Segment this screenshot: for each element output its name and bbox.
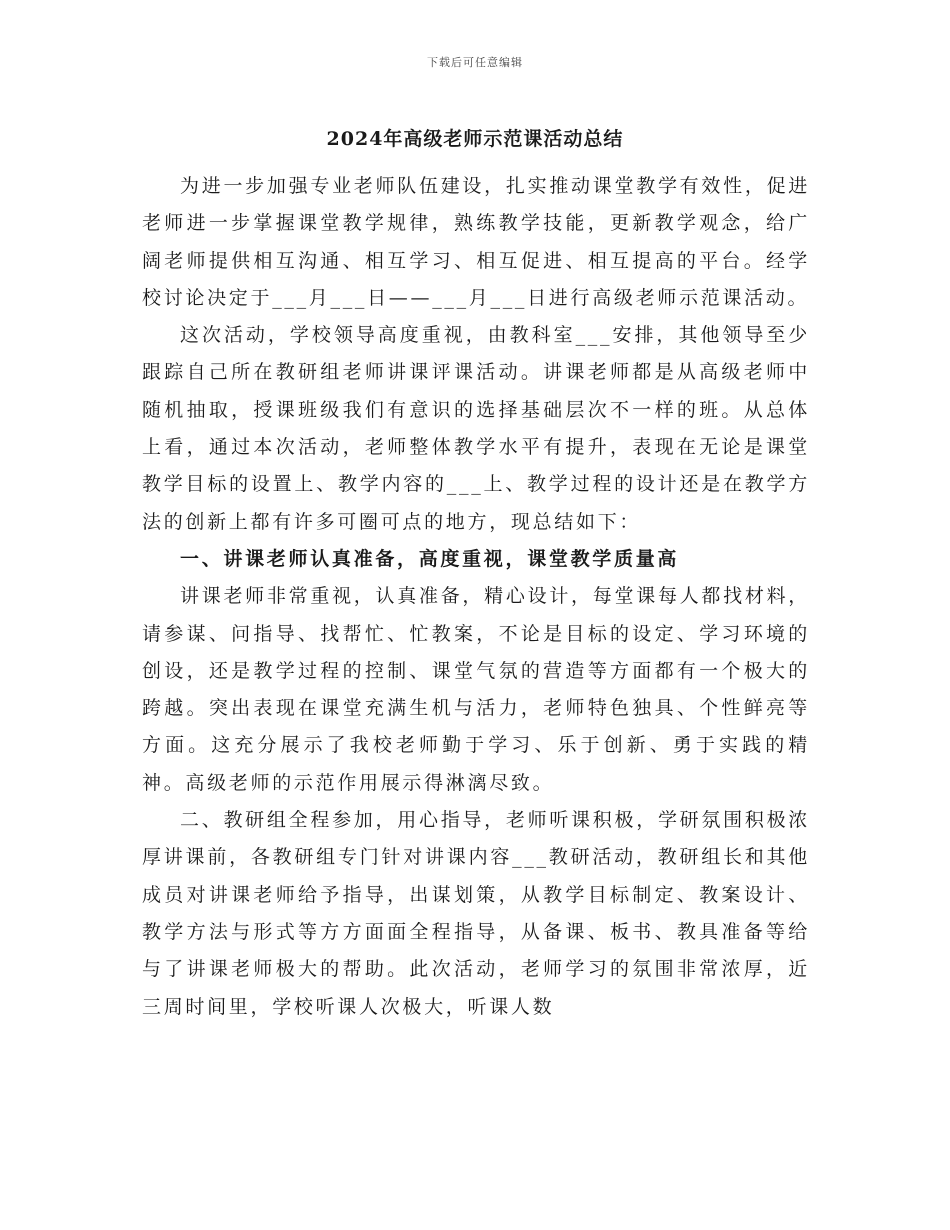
page-title: 2024年高级老师示范课活动总结 (326, 128, 624, 150)
document-body (142, 168, 810, 1026)
section-heading-1: 一、讲课老师认真准备，高度重视，课堂教学质量高 (180, 547, 680, 570)
header-note: 下载后可任意编辑 (427, 56, 523, 69)
paragraph-section-1: 讲课老师非常重视，认真准备，精心设计，每堂课每人都找材料，请参谋、问指导、找帮忙、忙教案，不论是目标的设定、学习环境的创设，还是教学过程的控制、课堂气氛的营造等方面都有一个极大的跨越。突出表现在课堂充满生机与活力，老师特色独具、个性鲜亮等方面。这充分展示了我校老师勤于学习、乐于创新、勇于实践的精神。高级老师的示范作用展示得淋漓尽致。 (142, 585, 810, 794)
paragraph-intro: 为进一步加强专业老师队伍建设，扎实推动课堂教学有效性，促进老师进一步掌握课堂教学规律，熟练教学技能，更新教学观念，给广阔老师提供相互沟通、相互学习、相互促进、相互提高的平台。经学校讨论决定于___月___日——___月___日进行高级老师示范课活动。 (142, 175, 810, 309)
paragraph-section-2: 二、教研组全程参加，用心指导，老师听课积极，学研氛围积极浓厚讲课前，各教研组专门针对讲课内容___教研活动，教研组长和其他成员对讲课老师给予指导，出谋划策，从教学目标制定、教案设计、教学方法与形式等方方面面全程指导，从备课、板书、教具准备等给与了讲课老师极大的帮助。此次活动，老师学习的氛围非常浓厚，近三周时间里，学校听课人次极大，听课人数 (142, 809, 810, 1018)
paragraph-activity: 这次活动，学校领导高度重视，由教科室___安排，其他领导至少跟踪自己所在教研组老师讲课评课活动。讲课老师都是从高级老师中随机抽取，授课班级我们有意识的选择基础层次不一样的班。从总体上看，通过本次活动，老师整体教学水平有提升，表现在无论是课堂教学目标的设置上、教学内容的___上、教学过程的设计还是在教学方法的创新上都有许多可圈可点的地方，现总结如下： (142, 324, 810, 533)
